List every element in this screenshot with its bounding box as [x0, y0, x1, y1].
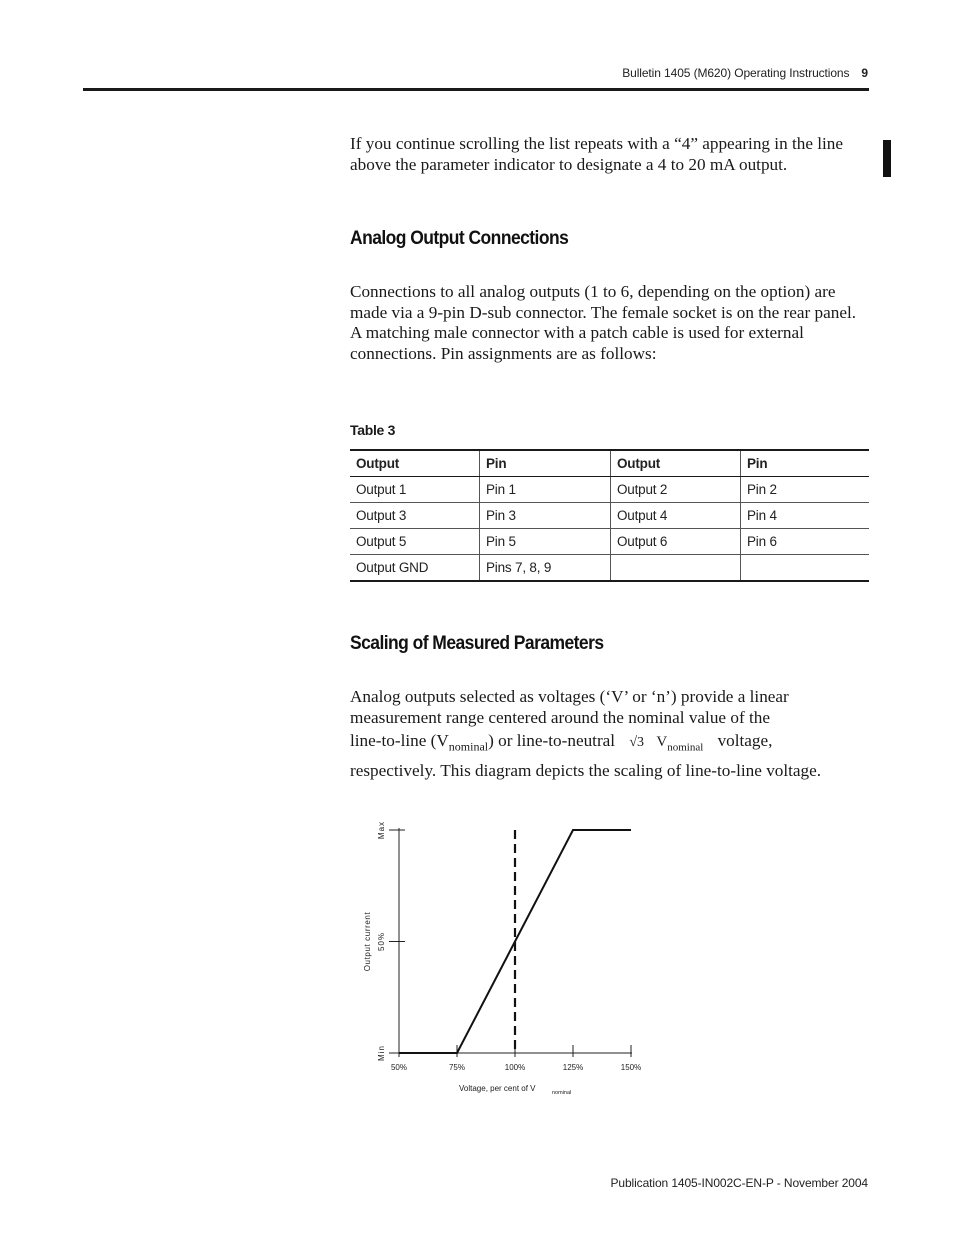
scaling-chart: [350, 815, 670, 1105]
table-cell: Output 2: [611, 477, 741, 503]
table-cell: Pins 7, 8, 9: [480, 555, 611, 582]
sqrt3-symbol: √3: [629, 735, 645, 750]
table-cell: Output GND: [356, 560, 429, 575]
table-title: Table 3: [350, 422, 396, 438]
table-cell: Pin 1: [480, 477, 611, 503]
table-row: [350, 555, 869, 582]
table-row: [350, 529, 869, 555]
column-header: Output: [350, 450, 480, 477]
scaling-line-4: respectively. This diagram depicts the scaling of line-to-line voltage.: [350, 760, 822, 780]
scaling-text: line-to-line (V: [350, 731, 449, 750]
table-row: [350, 503, 869, 529]
header-rule: [83, 88, 869, 91]
table-row: [350, 477, 869, 503]
x-tick-label: 125%: [562, 1063, 584, 1072]
y-tick-label: Max: [377, 820, 386, 840]
table-cell: Pin 5: [480, 529, 611, 555]
column-header: Pin: [480, 450, 611, 477]
page-number: 9: [861, 66, 868, 80]
scaling-text: voltage,: [717, 731, 773, 750]
x-tick-label: 150%: [620, 1063, 642, 1072]
table-header-row: [350, 450, 869, 477]
scaling-paragraph: [350, 687, 870, 781]
scaling-line-3: [350, 731, 870, 758]
v-symbol: V: [656, 734, 668, 750]
subscript-nominal: nominal: [667, 741, 704, 754]
table-cell: Output 3: [350, 503, 480, 529]
footer-publication: Publication 1405-IN002C-EN-P - November 2004: [610, 1176, 868, 1190]
table-cell: Pin 2: [741, 477, 870, 503]
heading-scaling-of-measured-parameters: Scaling of Measured Parameters: [350, 633, 604, 654]
pin-assignment-table: [350, 449, 869, 582]
x-axis-label: Voltage, per cent of V: [459, 1084, 536, 1093]
intro-paragraph: If you continue scrolling the list repeats with a “4” appearing in the line above the parameter indicator to designate a 4 to 20 mA output.: [350, 134, 844, 174]
table-cell: Output 4: [611, 503, 741, 529]
table-cell: [741, 555, 870, 582]
table-cell: Pin 3: [480, 503, 611, 529]
scaling-text: ) or line-to-neutral: [488, 731, 616, 750]
change-bar: [883, 140, 891, 177]
y-tick-label: 50%: [377, 931, 386, 952]
x-tick-label: 50%: [390, 1063, 408, 1072]
table-cell: Pin 4: [741, 503, 870, 529]
x-axis-label-subscript: nominal: [552, 1090, 572, 1096]
table-cell: Output 1: [350, 477, 480, 503]
heading-analog-output-connections: Analog Output Connections: [350, 228, 569, 249]
y-axis-label: Output current: [363, 911, 372, 972]
header-title: Bulletin 1405 (M620) Operating Instructions: [622, 66, 850, 80]
scaling-line-2: measurement range centered around the nominal value of the: [350, 707, 770, 727]
running-header: [622, 66, 868, 80]
analog-connections-paragraph: Connections to all analog outputs (1 to 6, depending on the option) are made via a 9-pin D-sub connector. The female socket is on the rear panel. A matching male connector with a patch cable is used for external connections. Pin assignments are as follows:: [350, 282, 857, 363]
column-header: Pin: [741, 450, 870, 477]
column-header: Output: [611, 450, 741, 477]
table-cell: Pin 6: [741, 529, 870, 555]
scaling-line-1: Analog outputs selected as voltages (‘V’ or ‘n’) provide a linear: [350, 687, 789, 706]
y-tick-label: Min: [377, 1045, 386, 1061]
x-tick-label: 75%: [448, 1063, 466, 1072]
table-cell: [611, 555, 741, 582]
x-tick-label: 100%: [504, 1063, 526, 1072]
table-cell: Output 5: [350, 529, 480, 555]
subscript-nominal: nominal: [448, 739, 489, 754]
table-cell: Output 6: [611, 529, 741, 555]
